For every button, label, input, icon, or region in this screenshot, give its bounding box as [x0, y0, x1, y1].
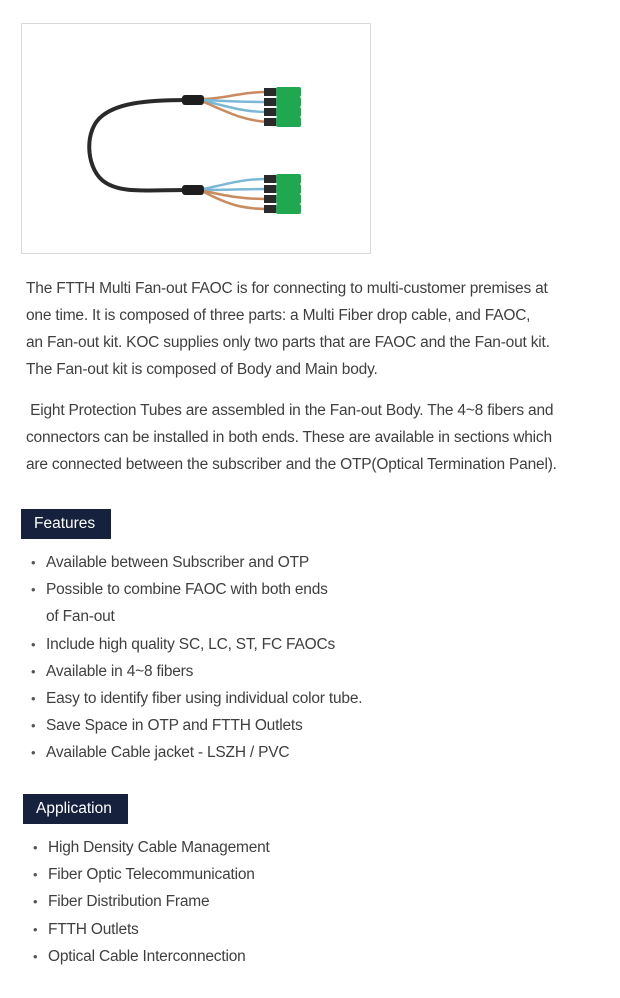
features-list: [26, 549, 362, 767]
list-item: • Possible to combine FAOC with both ends: [31, 581, 328, 599]
intro-line: The FTTH Multi Fan-out FAOC is for connecting to multi-customer premises at: [26, 280, 548, 297]
list-item: • Available between Subscriber and OTP: [31, 554, 310, 571]
intro-line: are connected between the subscriber and the OTP(Optical Termination Panel).: [26, 456, 557, 473]
intro-line: an Fan-out kit. KOC supplies only two parts that are FAOC and the Fan-out kit.: [26, 334, 550, 351]
product-image: [21, 23, 371, 254]
connectors-bottom: [264, 174, 301, 214]
list-item: • Fiber Distribution Frame: [33, 893, 210, 911]
intro-paragraph-2: [26, 397, 596, 478]
list-item: of Fan-out: [46, 608, 115, 626]
intro-line: one time. It is composed of three parts: a Multi Fiber drop cable, and FAOC,: [26, 307, 531, 324]
fanout-body-top: [182, 95, 204, 105]
list-item: • Optical Cable Interconnection: [33, 947, 246, 965]
list-item: • Available in 4~8 fibers: [31, 662, 194, 680]
fan-out-cable-illustration: [22, 24, 370, 253]
intro-line: The Fan-out kit is composed of Body and Main body.: [26, 361, 378, 378]
intro-line: Eight Protection Tubes are assembled in the Fan-out Body. The 4~8 fibers and: [26, 402, 554, 419]
application-heading: Application: [23, 794, 128, 824]
list-item: • Include high quality SC, LC, ST, FC FAOCs: [31, 635, 336, 653]
list-item: • Fiber Optic Telecommunication: [33, 866, 255, 884]
main-cable: [89, 100, 187, 191]
application-list: [28, 834, 270, 970]
connectors-top: [264, 87, 301, 127]
list-item: • High Density Cable Management: [33, 839, 270, 856]
list-item: • FTTH Outlets: [33, 920, 139, 938]
features-heading: Features: [21, 509, 111, 539]
intro-paragraph-1: [26, 275, 596, 383]
list-item: • Save Space in OTP and FTTH Outlets: [31, 717, 303, 735]
list-item: • Easy to identify fiber using individual color tube.: [31, 689, 363, 707]
fanout-body-bottom: [182, 185, 204, 195]
list-item: • Available Cable jacket - LSZH / PVC: [31, 744, 290, 762]
intro-line: connectors can be installed in both ends. These are available in sections which: [26, 429, 552, 446]
